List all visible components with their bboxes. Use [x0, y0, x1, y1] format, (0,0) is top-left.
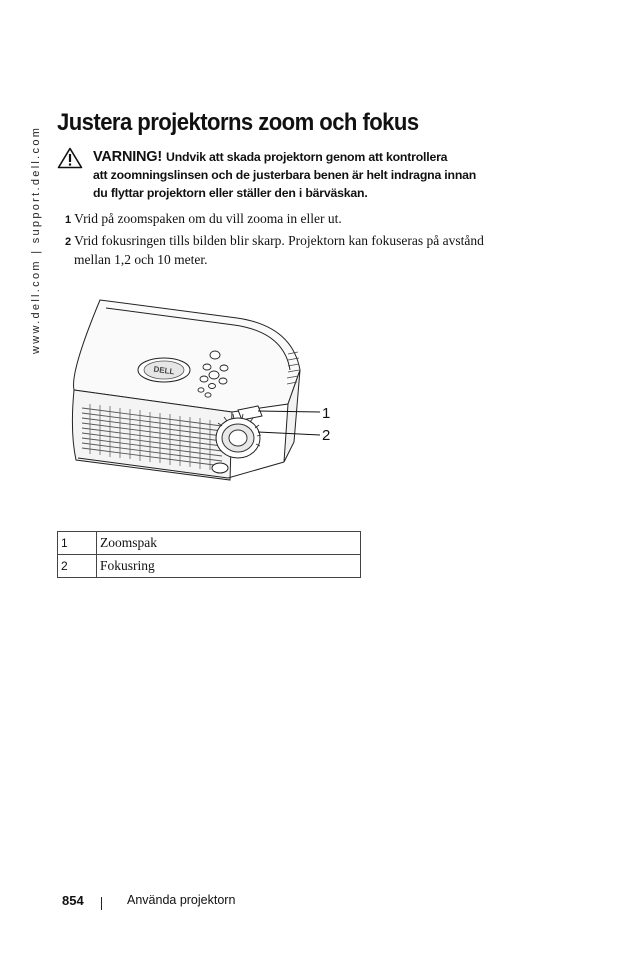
step-text: Vrid fokusringen tills bilden blir skarp. Projektorn kan fokuseras på avstånd [74, 233, 484, 248]
step-1 [65, 210, 342, 229]
warning-line-1: VARNING! Undvik att skada projektorn genom att kontrollera [93, 149, 448, 165]
warning-notice [93, 148, 523, 202]
step-number: 1 [65, 214, 72, 226]
parts-table [57, 531, 361, 578]
warning-line-2: att zoomningslinsen och de justerbara benen är helt indragna innan [93, 168, 477, 182]
page-number: 854 [62, 893, 84, 908]
footer-section: Använda projektorn [127, 893, 236, 907]
warning-icon [57, 147, 83, 169]
page-title: Justera projektorns zoom och fokus [57, 109, 419, 136]
part-number: 2 [58, 555, 97, 578]
part-label: Fokusring [97, 555, 361, 578]
table-row [58, 555, 361, 578]
callout-2: 2 [322, 427, 331, 444]
callout-1: 1 [322, 405, 331, 422]
projector-logo: DELL [152, 364, 175, 377]
warning-label: VARNING! [93, 149, 163, 165]
projector-illustration [62, 292, 352, 482]
step-text-continued: mellan 1,2 och 10 meter. [74, 252, 208, 267]
footer-divider [101, 897, 102, 910]
step-number: 2 [65, 236, 72, 248]
step-2 [65, 232, 484, 268]
sidebar-url: www.dell.com | support.dell.com [30, 125, 42, 354]
step-text: Vrid på zoomspaken om du vill zooma in eller ut. [74, 211, 342, 226]
part-label: Zoomspak [97, 532, 361, 555]
table-row [58, 532, 361, 555]
part-number: 1 [58, 532, 97, 555]
warning-line-3: du flyttar projektorn eller ställer den i bärväskan. [93, 186, 368, 200]
